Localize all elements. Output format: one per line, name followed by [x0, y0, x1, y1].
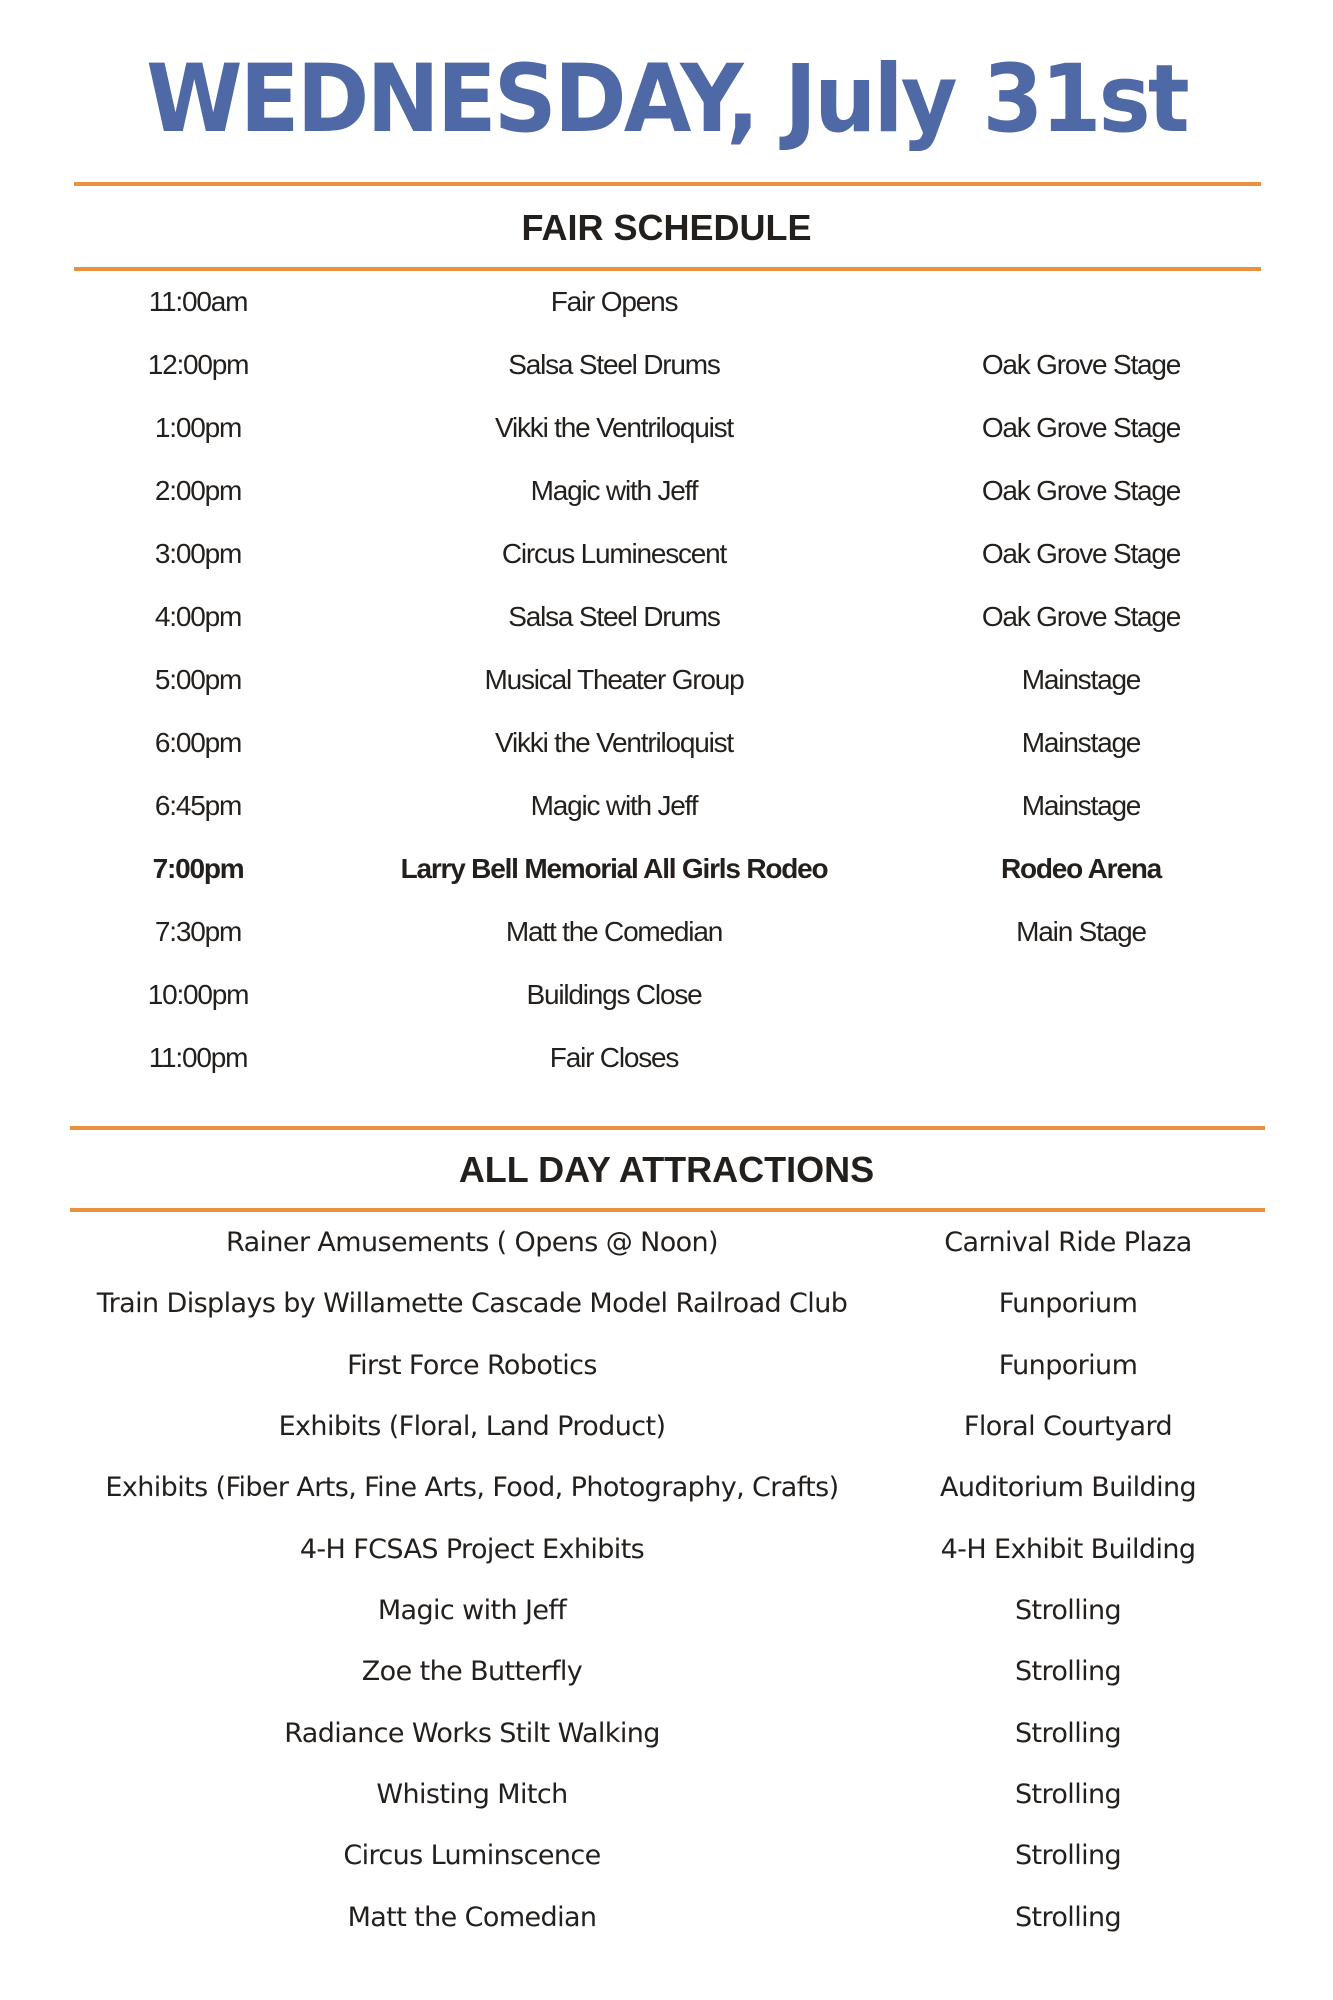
schedule-row	[0, 970, 1333, 1020]
schedule-event: Fair Closes	[549, 1042, 679, 1073]
divider-top	[74, 182, 1261, 186]
schedule-time: 1:00pm	[154, 412, 242, 443]
schedule-location: Oak Grove Stage	[981, 601, 1181, 632]
attraction-location: Strolling	[1014, 1656, 1122, 1687]
attraction-row	[0, 1709, 1333, 1759]
attraction-name: Radiance Works Stilt Walking	[284, 1718, 660, 1749]
attraction-row	[0, 1647, 1333, 1697]
attraction-location: Strolling	[1014, 1902, 1122, 1933]
attraction-name: Rainer Amusements ( Opens @ Noon)	[226, 1227, 718, 1258]
attraction-name: Matt the Comedian	[347, 1902, 597, 1933]
schedule-event: Vikki the Ventriloquist	[494, 412, 734, 443]
attraction-location: 4-H Exhibit Building	[940, 1534, 1196, 1565]
schedule-location: Oak Grove Stage	[981, 349, 1181, 380]
divider	[70, 1208, 1265, 1212]
attraction-row	[0, 1831, 1333, 1881]
attraction-name: Exhibits (Floral, Land Product)	[278, 1411, 666, 1442]
attraction-name: 4-H FCSAS Project Exhibits	[299, 1534, 645, 1565]
all-day-attractions-heading: ALL DAY ATTRACTIONS	[458, 1149, 875, 1190]
schedule-event: Circus Luminescent	[501, 538, 727, 569]
schedule-event: Salsa Steel Drums	[508, 601, 720, 632]
schedule-time: 12:00pm	[147, 349, 249, 380]
attraction-name: Whisting Mitch	[376, 1779, 568, 1810]
attraction-name: Exhibits (Fiber Arts, Fine Arts, Food, Photography, Crafts)	[105, 1472, 839, 1503]
schedule-location: Oak Grove Stage	[981, 538, 1181, 569]
schedule-location: Oak Grove Stage	[981, 412, 1181, 443]
attraction-location: Strolling	[1014, 1779, 1122, 1810]
attraction-location: Carnival Ride Plaza	[944, 1227, 1192, 1258]
page-title: WEDNESDAY, July 31st	[146, 45, 1187, 154]
schedule-time: 10:00pm	[147, 979, 249, 1010]
schedule-row	[0, 1033, 1333, 1083]
divider	[74, 267, 1261, 271]
schedule-row	[0, 907, 1333, 957]
schedule-event: Vikki the Ventriloquist	[494, 727, 734, 758]
attraction-location: Funporium	[998, 1288, 1138, 1319]
schedule-row	[0, 655, 1333, 705]
fair-schedule-heading: FAIR SCHEDULE	[521, 207, 812, 248]
schedule-time: 2:00pm	[154, 475, 242, 506]
schedule-row	[0, 592, 1333, 642]
attraction-name: Circus Luminscence	[343, 1840, 601, 1871]
attraction-name: Train Displays by Willamette Cascade Model Railroad Club	[96, 1288, 848, 1319]
schedule-time: 7:30pm	[154, 916, 242, 947]
schedule-row	[0, 781, 1333, 831]
schedule-location: Mainstage	[1021, 664, 1141, 695]
schedule-time: 6:45pm	[154, 790, 242, 821]
attraction-row	[0, 1218, 1333, 1268]
schedule-time: 11:00am	[148, 286, 248, 317]
attraction-location: Auditorium Building	[939, 1472, 1197, 1503]
attraction-location: Strolling	[1014, 1840, 1122, 1871]
schedule-row	[0, 529, 1333, 579]
attraction-row	[0, 1463, 1333, 1513]
schedule-row	[0, 340, 1333, 390]
attraction-location: Funporium	[998, 1350, 1138, 1381]
schedule-event: Salsa Steel Drums	[508, 349, 720, 380]
attraction-row	[0, 1341, 1333, 1391]
attraction-row	[0, 1402, 1333, 1452]
schedule-event: Larry Bell Memorial All Girls Rodeo	[400, 853, 828, 884]
attraction-location: Strolling	[1014, 1718, 1122, 1749]
schedule-event: Magic with Jeff	[530, 790, 698, 821]
attraction-name: First Force Robotics	[347, 1350, 597, 1381]
schedule-row-highlighted	[0, 844, 1333, 894]
schedule-event: Magic with Jeff	[530, 475, 698, 506]
schedule-location: Mainstage	[1021, 727, 1141, 758]
schedule-location	[931, 970, 1231, 1020]
attraction-name: Zoe the Butterfly	[361, 1656, 583, 1687]
schedule-location: Main Stage	[1016, 916, 1146, 947]
schedule-row	[0, 403, 1333, 453]
schedule-time: 5:00pm	[154, 664, 242, 695]
attraction-row	[0, 1525, 1333, 1575]
divider	[70, 1126, 1265, 1130]
schedule-location: Mainstage	[1021, 790, 1141, 821]
schedule-row	[0, 466, 1333, 516]
schedule-event: Buildings Close	[526, 979, 702, 1010]
schedule-time: 11:00pm	[148, 1042, 248, 1073]
attraction-row	[0, 1893, 1333, 1943]
attraction-row	[0, 1586, 1333, 1636]
schedule-time: 7:00pm	[152, 853, 244, 884]
schedule-location: Oak Grove Stage	[981, 475, 1181, 506]
schedule-time: 6:00pm	[154, 727, 242, 758]
schedule-event: Matt the Comedian	[505, 916, 723, 947]
attraction-location: Strolling	[1014, 1595, 1122, 1626]
schedule-row	[0, 718, 1333, 768]
schedule-time: 3:00pm	[154, 538, 242, 569]
attraction-row	[0, 1279, 1333, 1329]
attraction-row	[0, 1770, 1333, 1820]
attraction-location: Floral Courtyard	[963, 1411, 1173, 1442]
schedule-time: 4:00pm	[154, 601, 242, 632]
schedule-location: Rodeo Arena	[1000, 853, 1161, 884]
schedule-row	[0, 277, 1333, 327]
schedule-event: Musical Theater Group	[484, 664, 744, 695]
schedule-location	[931, 277, 1231, 327]
schedule-location	[931, 1033, 1231, 1083]
attraction-name: Magic with Jeff	[377, 1595, 567, 1626]
schedule-event: Fair Opens	[550, 286, 678, 317]
